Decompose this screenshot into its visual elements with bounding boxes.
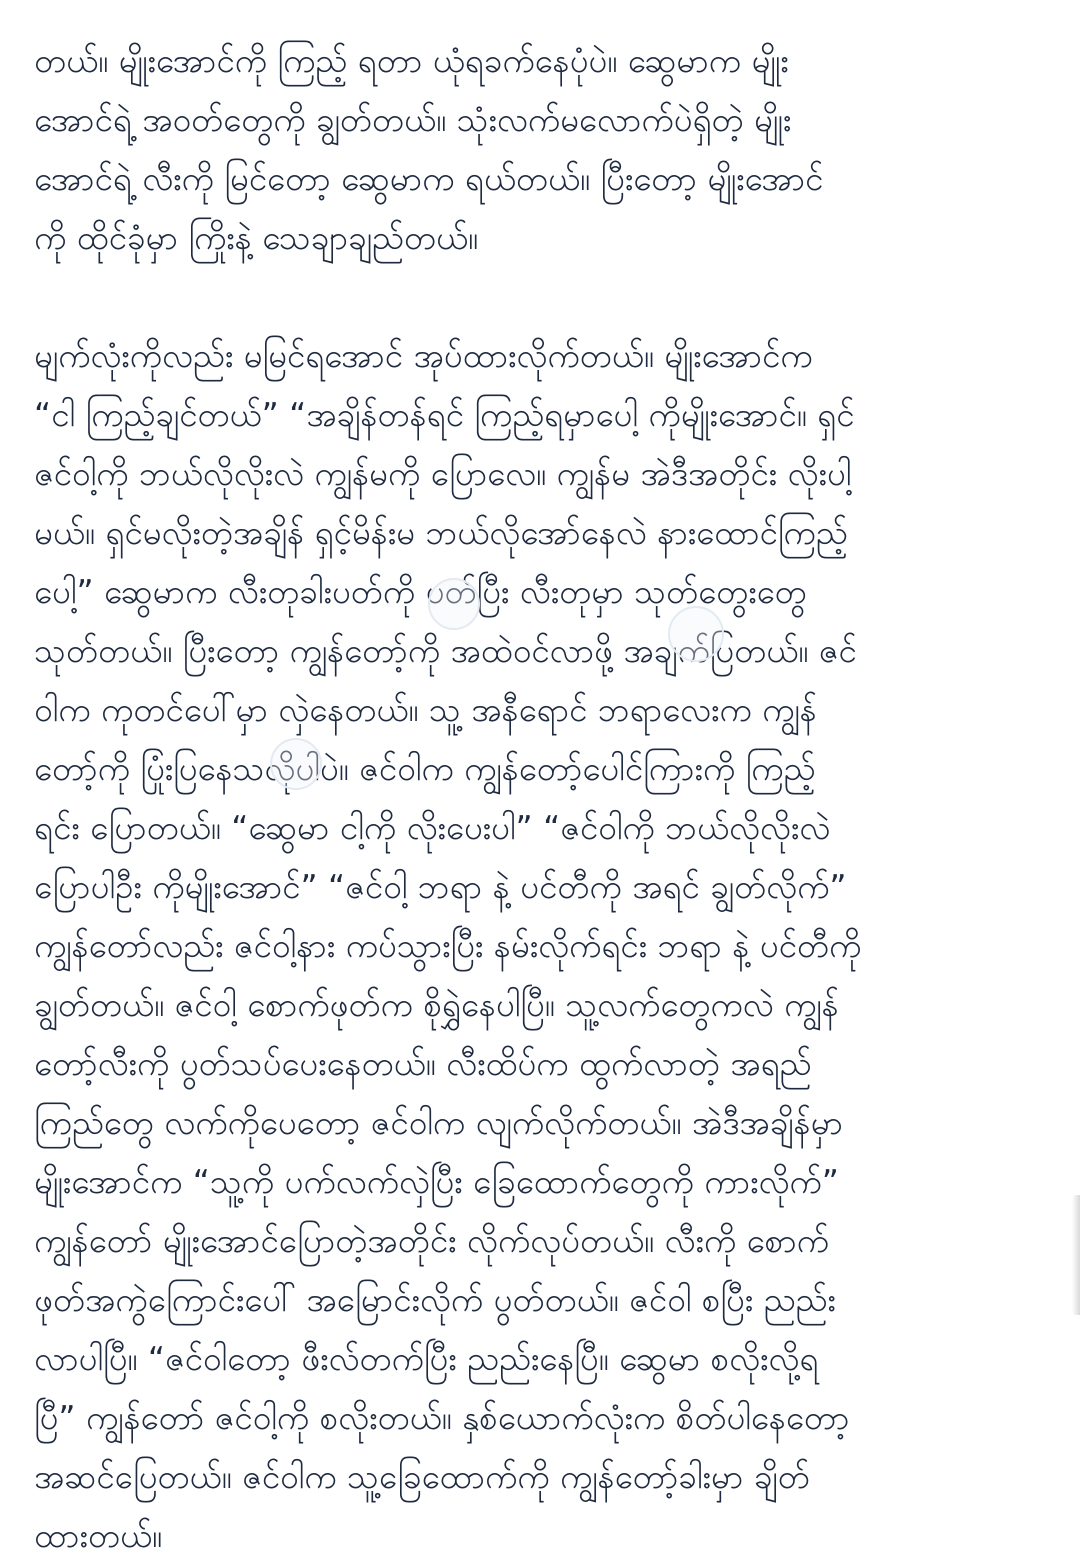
text-line: [34, 0, 1042, 31]
text-line: အဆင်ပြေတယ်။ ဇင်ဝါက သူ့ခြေထောက်ကို ကျွန်တော့်ခါးမှာ ချိတ်: [34, 1457, 810, 1496]
text-line: တော့်လီးကို ပွတ်သပ်ပေးနေတယ်။ လီးထိပ်က ထွက်လာတဲ့ အရည်: [34, 1044, 812, 1083]
text-line: ဖုတ်အကွဲကြောင်းပေါ် အမြောင်းလိုက် ပွတ်တယ်။ ဇင်ဝါ စပြီး ညည်း: [34, 1280, 836, 1319]
text-line: မျက်လုံးကိုလည်း မမြင်ရအောင် အုပ်ထားလိုက်တယ်။ မျိုးအောင်က: [34, 336, 813, 375]
text-line: ကျွန်တော်လည်း ဇင်ဝါ့နား ကပ်သွားပြီး နမ်းလိုက်ရင်း ဘရာ နဲ့ ပင်တီကို: [34, 926, 862, 965]
text-line: ထားတယ်။: [34, 1516, 163, 1555]
text-line: ကျွန်တော် မျိုးအောင်ပြောတဲ့အတိုင်း လိုက်လုပ်တယ်။ လီးကို စောက်: [34, 1221, 829, 1260]
text-line: ပေါ့” ဆွေမာက လီးတုခါးပတ်ကို ပတ်ပြီး လီးတုမှာ သုတ်တွေးတွေ: [34, 572, 807, 611]
text-line: ကို ထိုင်ခုံမှာ ကြိုးနဲ့ သေချာချည်တယ်။: [34, 218, 478, 257]
text-line: “ငါ ကြည့်ချင်တယ်” “အချိန်တန်ရင် ကြည့်ရမှာပေါ့ ကိုမျိုးအောင်။ ရှင်: [34, 395, 855, 434]
text-line: ပြောပါဦး ကိုမျိုးအောင်” “ဇင်ဝါ့ ဘရာ နဲ့ ပင်တီကို အရင် ချွတ်လိုက်”: [34, 867, 847, 906]
text-line: မျိုးအောင်က “သူ့ကို ပက်လက်လှဲပြီး ခြေထောက်တွေကို ကားလိုက်”: [34, 1162, 839, 1201]
text-line: ပြီ” ကျွန်တော် ဇင်ဝါ့ကို စလိုးတယ်။ နှစ်ယောက်လုံးက စိတ်ပါနေတော့: [34, 1398, 850, 1437]
text-line: တယ်။ မျိုးအောင်ကို ကြည့် ရတာ ယုံရခက်နေပုံပဲ။ ဆွေမာက မျိုး: [34, 41, 789, 80]
text-line: မယ်။ ရှင်မလိုးတဲ့အချိန် ရှင့်မိန်းမ ဘယ်လိုအော်နေလဲ နားထောင်ကြည့်: [34, 513, 848, 552]
paragraph-gap: [34, 267, 1042, 326]
text-line: အောင်ရဲ့ အဝတ်တွေကို ချွတ်တယ်။ သုံးလက်မလောက်ပဲရှိတဲ့ မျိုး: [34, 100, 792, 139]
scroll-edge-indicator: [1072, 1195, 1080, 1315]
text-line: ဇင်ဝါ့ကို ဘယ်လိုလိုးလဲ ကျွန်မကို ပြောလေ။ ကျွန်မ အဲဒီအတိုင်း လိုးပါ့: [34, 454, 852, 493]
text-line: သုတ်တယ်။ ပြီးတော့ ကျွန်တော့်ကို အထဲဝင်လာဖို့ အချက်ပြတယ်။ ဇင်: [34, 631, 857, 670]
text-line: တော့်ကို ပြုံးပြနေသလိုပါပဲ။ ဇင်ဝါက ကျွန်တော့်ပေါင်ကြားကို ကြည့်: [34, 749, 816, 788]
text-line: ရင်း ပြောတယ်။ “ဆွေမာ ငါ့ကို လိုးပေးပါ” “ဇင်ဝါကို ဘယ်လိုလိုးလဲ: [34, 808, 831, 847]
article-body: [34, 0, 1042, 1565]
text-line: ကြည်တွေ လက်ကိုပေတော့ ဇင်ဝါက လျက်လိုက်တယ်။ အဲဒီအချိန်မှာ: [34, 1103, 843, 1142]
text-line: လာပါပြီ။ “ဇင်ဝါတော့ ဖီးလ်တက်ပြီး ညည်းနေပြီ။ ဆွေမာ စလိုးလို့ရ: [34, 1339, 819, 1378]
text-line: ချွတ်တယ်။ ဇင်ဝါ့ စောက်ဖုတ်က စိုရွှဲနေပါပြီ။ သူ့လက်တွေကလဲ ကျွန်: [34, 985, 839, 1024]
text-line: ဝါက ကုတင်ပေါ်မှာ လှဲနေတယ်။ သူ့ အနီရောင် ဘရာလေးက ကျွန်: [34, 690, 817, 729]
text-line: အောင်ရဲ့ လီးကို မြင်တော့ ဆွေမာက ရယ်တယ်။ ပြီးတော့ မျိုးအောင်: [34, 159, 824, 198]
